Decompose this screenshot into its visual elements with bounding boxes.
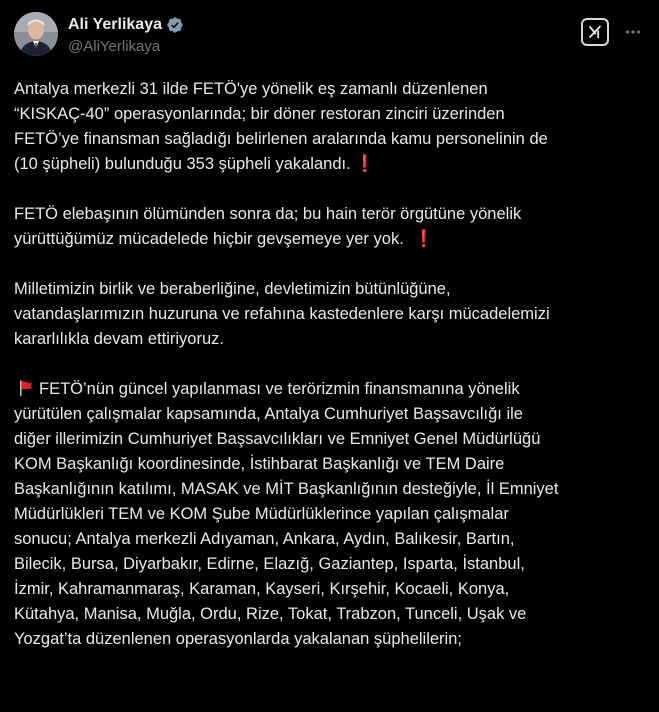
avatar-photo-icon [14,12,58,56]
post-line-text: yürüttüğümüz mücadelede hiçbir gevşemeye yer yok. [14,230,404,248]
post-line: sonucu; Antalya merkezli Adıyaman, Ankara, Aydın, Balıkesir, Bartın, [14,530,515,548]
post-line: İzmir, Kahramanmaraş, Karaman, Kayseri, Kırşehir, Kocaeli, Konya, [14,580,510,598]
author-info [68,14,184,55]
post-line: Yozgat’ta düzenlenen operasyonlarda yakalanan şüphelilerin; [14,630,462,648]
author-display-name[interactable]: Ali Yerlikaya [68,16,162,33]
post-line: vatandaşlarımızın huzuruna ve refahına kastedenlere karşı mücadelemizi [14,305,550,323]
post-line: “KISKAÇ-40” operasyonlarında; bir döner restoran zinciri üzerinden [14,105,505,123]
grok-icon [587,24,603,40]
post-line-text: (10 şüpheli) bulunduğu 353 şüpheli yakalandı. [14,155,351,173]
post-line: yürütülen çalışmalar kapsamında, Antalya Cumhuriyet Başsavcılığı ile [14,405,523,423]
post-line: KOM Başkanlığı koordinesinde, İstihbarat Başkanlığı ve TEM Daire [14,455,505,473]
red-exclamation-icon: ❗ [354,155,376,173]
post-line: FETÖ’ye finansman sağladığı belirlenen aralarında kamu personelinin de [14,130,548,148]
more-options-button[interactable] [621,20,645,44]
post-line: Milletimizin birlik ve beraberliğine, devletimizin bütünlüğüne, [14,280,451,298]
post-line: FETÖ elebaşının ölümünden sonra da; bu hain terör örgütüne yönelik [14,205,522,223]
post-line: Antalya merkezli 31 ilde FETÖ'ye yönelik eş zamanlı düzenlenen [14,80,488,98]
post-line: Başkanlığının katılımı, MASAK ve MİT Başkanlığının desteğiyle, İl Emniyet [14,480,559,498]
author-handle[interactable]: @AliYerlikaya [68,38,161,55]
post-line: Kütahya, Manisa, Muğla, Ordu, Rize, Tokat, Trabzon, Tunceli, Uşak ve [14,605,527,623]
red-flag-icon [17,379,35,397]
post-line-with-emoji [14,152,654,177]
post-line-with-emoji [14,377,654,402]
verified-badge-icon [166,16,184,34]
grok-button[interactable] [581,18,609,46]
post-line-with-emoji [14,227,654,252]
post-line: diğer illerimizin Cumhuriyet Başsavcılıkları ve Emniyet Genel Müdürlüğü [14,430,541,448]
post-line-text: FETÖ’nün güncel yapılanması ve terörizmin finansmanına yönelik [39,380,520,398]
post-line: Müdürlükleri TEM ve KOM Şube Müdürlüklerince yapılan çalışmalar [14,505,509,523]
avatar[interactable] [14,12,58,56]
more-options-icon [624,23,642,41]
post-line: Bilecik, Bursa, Diyarbakır, Edirne, Elazığ, Gaziantep, Isparta, İstanbul, [14,555,525,573]
post-line: kararlılıkla devam ettiriyoruz. [14,330,224,348]
red-exclamation-icon: ❗ [413,230,435,248]
post-text [14,77,654,652]
post-header [14,12,645,60]
